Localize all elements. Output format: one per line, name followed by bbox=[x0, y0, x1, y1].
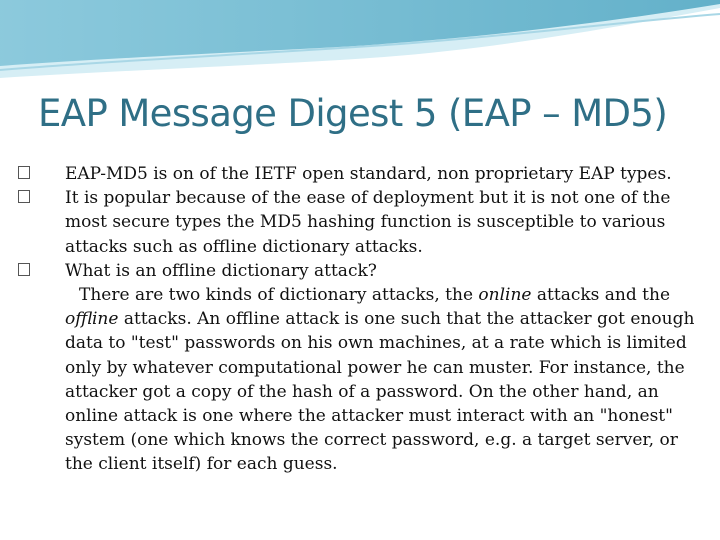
square-bullet-icon bbox=[18, 166, 30, 179]
explanation-paragraph bbox=[18, 283, 708, 477]
bullet-item bbox=[18, 259, 708, 283]
bullet-text: EAP-MD5 is on of the IETF open standard, non proprietary EAP types. bbox=[65, 164, 672, 184]
slide-title: EAP Message Digest 5 (EAP – MD5) bbox=[38, 92, 668, 135]
paragraph-emphasis-online: online bbox=[478, 285, 532, 306]
square-bullet-icon bbox=[18, 190, 30, 203]
bullet-text: It is popular because of the ease of deployment but it is not one of the most secure types the MD5 hashing function is susceptible to various attacks such as offline dictionary attacks. bbox=[65, 188, 671, 257]
square-bullet-icon bbox=[18, 263, 30, 276]
paragraph-text: There are two kinds of dictionary attacks, the bbox=[79, 285, 479, 306]
paragraph-text: attacks. An offline attack is one such that the attacker got enough data to "test" passwords on his own machines, at a rate which is limited only by whatever computational power he can muster. For instance, the attacker got a copy of the hash of a password. On the other hand, an online attack is one where the attacker must interact with an "honest" system (one which knows the correct password, e.g. a target server, or the client itself) for each guess. bbox=[65, 309, 695, 475]
bullet-item bbox=[18, 162, 708, 186]
bullet-text: What is an offline dictionary attack? bbox=[65, 260, 377, 281]
paragraph-text: attacks and the bbox=[531, 285, 670, 306]
bullet-item bbox=[18, 186, 708, 259]
header-wave-decoration bbox=[0, 0, 720, 90]
paragraph-emphasis-offline: offline bbox=[65, 309, 119, 330]
slide-body bbox=[18, 162, 708, 477]
